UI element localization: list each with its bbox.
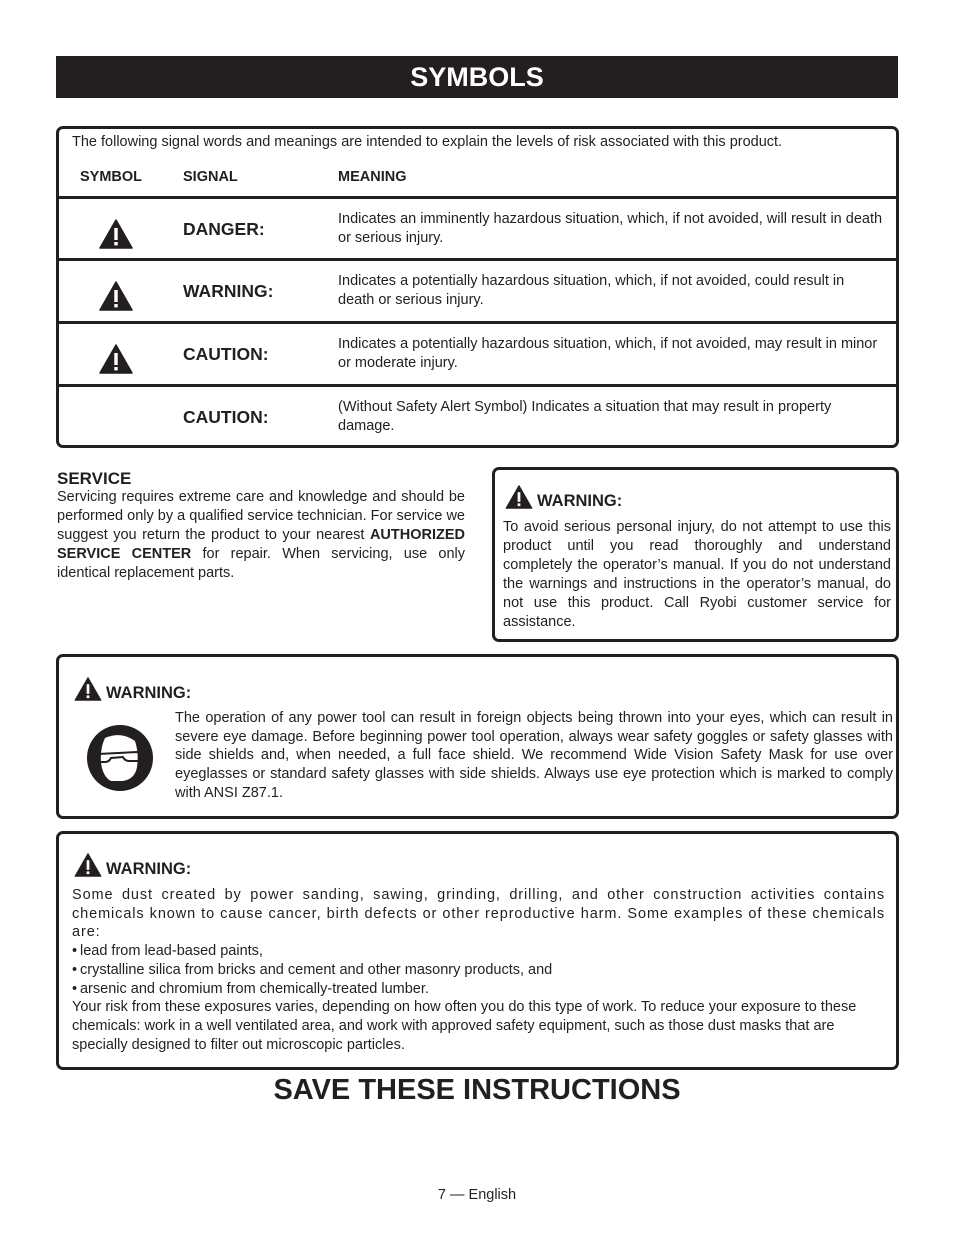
table-row xyxy=(59,387,896,446)
safety-alert-icon xyxy=(74,677,102,701)
signal-word: DANGER: xyxy=(183,219,265,239)
safety-alert-icon xyxy=(99,344,133,374)
warning-heading xyxy=(74,853,191,879)
warning-closing: Your risk from these exposures varies, depending on how often you do this type of work. To reduce your exposure to these chemicals: work in a well ventilated area, and work with approved safety equipment, such as those dust masks that are specially designed to filter out microscopic particles. xyxy=(72,999,857,1053)
signal-meaning: Indicates a potentially hazardous situation, which, if not avoided, could result in death or serious injury. xyxy=(338,273,845,308)
warning-text: To avoid serious personal injury, do not attempt to use this product until you read thoroughly and understand completely the operator’s manual. If you do not understand the warnings and instructions in the operator’s manual, do not use this product. Call Ryobi customer service for assistance. xyxy=(503,519,891,630)
warning-text xyxy=(72,886,885,1054)
page-title: SYMBOLS xyxy=(56,56,898,98)
signal-meaning: (Without Safety Alert Symbol) Indicates a situation that may result in property damage. xyxy=(338,399,832,434)
list-item: • lead from lead-based paints, xyxy=(72,943,263,960)
bullet-text: lead from lead-based paints, xyxy=(79,943,263,960)
safety-alert-icon xyxy=(505,485,533,509)
table-row xyxy=(59,324,896,383)
warning-box-dust xyxy=(56,831,899,1070)
safety-alert-icon xyxy=(74,853,102,877)
warning-heading xyxy=(74,677,191,703)
list-item: • arsenic and chromium from chemically-treated lumber. xyxy=(72,980,429,997)
warning-label: WARNING: xyxy=(537,492,623,510)
signal-word: WARNING: xyxy=(183,281,274,301)
warning-intro: Some dust created by power sanding, sawing, grinding, drilling, and other construction activities contains chemicals known to cause cancer, birth defects or other reproductive harm. Some examples of these chemicals are: xyxy=(72,887,885,941)
bullet-text: crystalline silica from bricks and cement and other masonry products, and xyxy=(79,961,553,978)
header-meaning: MEANING xyxy=(338,169,407,185)
warning-heading xyxy=(505,485,622,511)
page-footer: 7 — English xyxy=(437,1187,517,1203)
bullet-text: arsenic and chromium from chemically-treated lumber. xyxy=(79,980,429,997)
warning-box-eyes xyxy=(56,654,899,819)
warning-text: The operation of any power tool can result in foreign objects being thrown into your eyes, which can result in severe eye damage. Before beginning power tool operation, always wear safety goggles or safety glasses with side shields and, when needed, a full face shield. We recommend Wide Vision Safety Mask for use over eyeglasses or standard safety glasses with side shields. Always use eye protection which is marked to comply with ANSI Z87.1. xyxy=(175,710,893,801)
signal-word: CAUTION: xyxy=(183,344,269,364)
signal-word: CAUTION: xyxy=(183,407,269,427)
warning-label: WARNING: xyxy=(106,860,192,878)
header-signal: SIGNAL xyxy=(183,169,238,185)
warning-box-manual xyxy=(492,467,899,642)
safety-alert-icon xyxy=(99,219,133,249)
warning-label: WARNING: xyxy=(106,684,192,702)
header-symbol: SYMBOL xyxy=(80,169,143,185)
table-row xyxy=(59,199,896,258)
signal-meaning: Indicates a potentially hazardous situation, which, if not avoided, may result in minor or moderate injury. xyxy=(338,336,878,371)
list-item: • crystalline silica from bricks and cement and other masonry products, and xyxy=(72,961,553,978)
service-text xyxy=(57,488,465,583)
save-instructions-heading: SAVE THESE INSTRUCTIONS xyxy=(273,1074,681,1106)
service-text-part: Servicing requires extreme care and knowledge and should be performed only by a qualified service technician. For service we suggest you return the product to your nearest xyxy=(57,489,465,543)
service-center-emphasis: AUTHORIZED SERVICE CENTER xyxy=(57,527,465,562)
safety-alert-icon xyxy=(99,281,133,311)
signal-meaning: Indicates an imminently hazardous situation, which, if not avoided, will result in death or serious injury. xyxy=(338,211,883,246)
service-text-part: for repair. When servicing, use only identical replacement parts. xyxy=(57,546,466,581)
symbols-intro: The following signal words and meanings are intended to explain the levels of risk associated with this product. xyxy=(72,134,783,150)
safety-goggles-icon xyxy=(85,723,155,793)
service-title: SERVICE xyxy=(57,469,132,488)
symbols-table xyxy=(56,126,899,448)
table-row xyxy=(59,261,896,320)
